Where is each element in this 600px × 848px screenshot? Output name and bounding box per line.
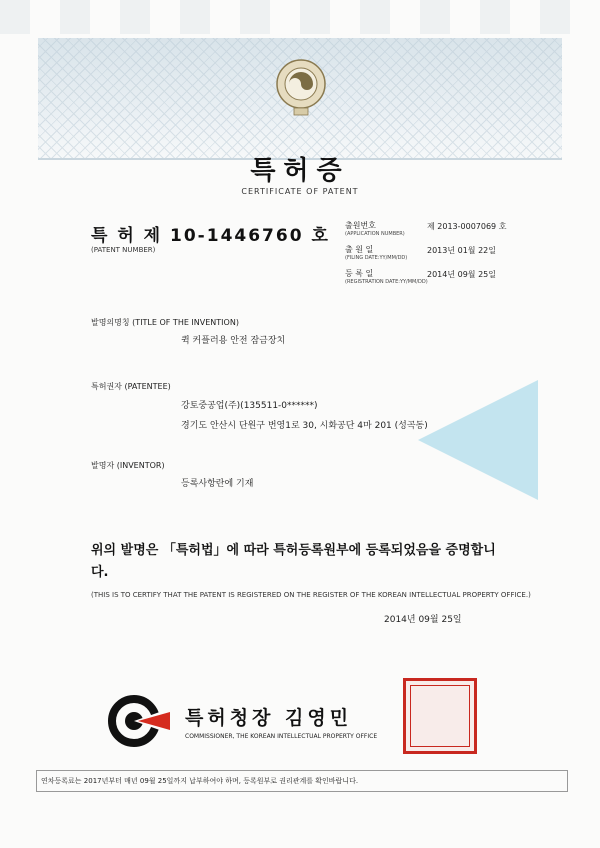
commissioner-name: 특허청장 김영민 bbox=[185, 707, 353, 729]
national-emblem-icon bbox=[274, 58, 328, 118]
page-title: 특허증 bbox=[250, 156, 350, 186]
inventor-value: 등록사항란에 기재 bbox=[181, 479, 254, 489]
application-label: 출원번호 bbox=[345, 221, 376, 230]
official-seal-stamp bbox=[403, 678, 477, 754]
commissioner-title: COMMISSIONER, THE KOREAN INTELLECTUAL PROPERTY OFFICE bbox=[185, 733, 378, 740]
invention-title: 퀵 커플러용 안전 잠금장치 bbox=[181, 336, 286, 346]
patentee-address: 경기도 안산시 단원구 번영1로 30, 시화공단 4마 201 (성곡동) bbox=[181, 421, 428, 431]
application-sub: (APPLICATION NUMBER) bbox=[345, 231, 405, 237]
filing-label: 출 원 일 bbox=[345, 245, 374, 254]
registration-label: 등 록 일 bbox=[345, 269, 374, 278]
patent-number-caption: (PATENT NUMBER) bbox=[91, 246, 156, 254]
filing-value: 2013년 01월 22일 bbox=[427, 246, 496, 255]
kipo-logo-icon bbox=[108, 695, 176, 747]
registration-sub: (REGISTRATION DATE:YY/MM/DD) bbox=[345, 279, 428, 285]
patentee-name: 강토중공업(주)(135511-0******) bbox=[181, 401, 318, 411]
inventor-label: 발명자 (INVENTOR) bbox=[91, 461, 165, 470]
security-hologram bbox=[418, 380, 538, 500]
declaration-korean: 위의 발명은 「특허법」에 따라 특허등록원부에 등록되었음을 증명합니다. bbox=[91, 543, 496, 580]
seal-inner-border bbox=[410, 685, 470, 747]
page-subtitle: CERTIFICATE OF PATENT bbox=[241, 187, 359, 196]
invention-label: 발명의명칭 (TITLE OF THE INVENTION) bbox=[91, 318, 239, 327]
top-watermark bbox=[0, 0, 600, 34]
patent-number: 특 허 제 10-1446760 호 bbox=[91, 226, 330, 246]
annual-fee-notice: 연차등록료는 2017년부터 매년 09월 25일까지 납부하여야 하며, 등록원부로 권리관계를 확인바랍니다. bbox=[36, 770, 568, 792]
patentee-label: 특허권자 (PATENTEE) bbox=[91, 382, 171, 391]
registration-value: 2014년 09월 25일 bbox=[427, 270, 496, 279]
declaration-english: (THIS IS TO CERTIFY THAT THE PATENT IS REGISTERED ON THE REGISTER OF THE KOREAN INTELLECTUAL PROPERTY OFFICE.) bbox=[91, 591, 531, 599]
issue-date: 2014년 09월 25일 bbox=[384, 615, 462, 625]
application-value: 제 2013-0007069 호 bbox=[427, 222, 507, 231]
filing-sub: (FILING DATE:YY/MM/DD) bbox=[345, 255, 408, 261]
